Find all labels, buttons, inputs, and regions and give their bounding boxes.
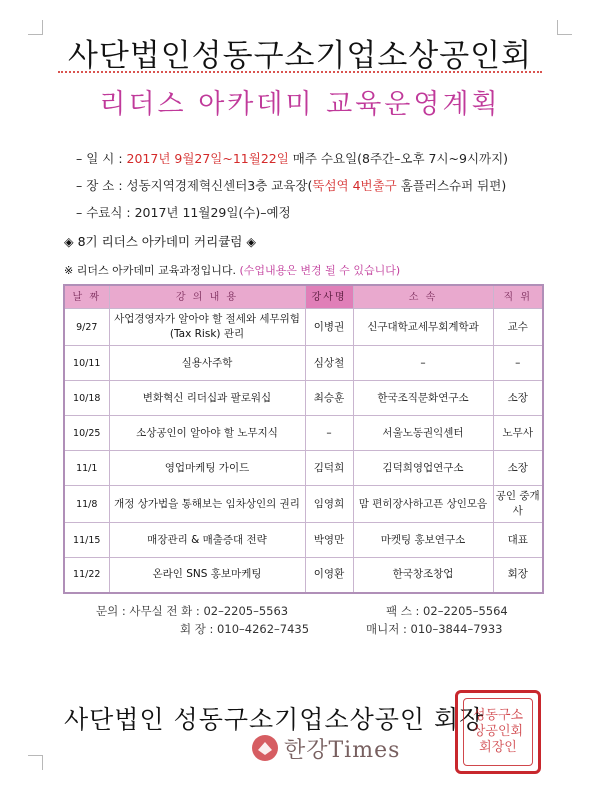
info-place	[76, 176, 506, 194]
cell-lecturer: 이병권	[305, 309, 353, 346]
title-underline	[58, 71, 542, 73]
cell-content: 온라인 SNS 홍보마케팅	[109, 558, 305, 593]
cell-position: 회장	[493, 558, 543, 593]
cell-date: 11/1	[64, 451, 109, 486]
info-date	[76, 149, 508, 167]
table-row	[64, 346, 543, 381]
header-position: 직 위	[493, 285, 543, 309]
cell-date: 11/8	[64, 486, 109, 523]
place-station: 뚝섬역 4번출구	[312, 178, 397, 193]
table-row	[64, 381, 543, 416]
contact-fax: 팩 스 : 02–2205–5564	[386, 604, 508, 618]
cell-org: 한국조직문화연구소	[353, 381, 493, 416]
table-row	[64, 309, 543, 346]
info-graduation: – 수료식 : 2017년 11월29일(수)–예정	[76, 205, 291, 220]
header-org: 소 속	[353, 285, 493, 309]
header-content: 강 의 내 용	[109, 285, 305, 309]
contact-chair: 회 장 : 010–4262–7435	[180, 622, 310, 636]
cell-date: 10/18	[64, 381, 109, 416]
place-label: – 장 소 :	[76, 178, 127, 193]
cell-content: 변화혁신 리더십과 팔로워십	[109, 381, 305, 416]
table-row	[64, 558, 543, 593]
cell-date: 11/22	[64, 558, 109, 593]
official-seal	[455, 690, 541, 774]
cell-org: 신구대학교세무회계학과	[353, 309, 493, 346]
cell-position: 공인 중개사	[493, 486, 543, 523]
cell-date: 10/11	[64, 346, 109, 381]
cell-lecturer: 이영환	[305, 558, 353, 593]
doc-title: 리더스 아카데미 교육운영계획	[99, 89, 501, 120]
header-lecturer: 강사명	[305, 285, 353, 309]
cell-position: 대표	[493, 523, 543, 558]
cell-org: 서울노동권익센터	[353, 416, 493, 451]
cell-lecturer: 박영만	[305, 523, 353, 558]
cell-date: 9/27	[64, 309, 109, 346]
cell-org: 마켓팅 홍보연구소	[353, 523, 493, 558]
cell-content: 실용사주학	[109, 346, 305, 381]
contact-manager: 매니저 : 010–3844–7933	[366, 622, 503, 636]
cell-lecturer: 임영희	[305, 486, 353, 523]
cell-content: 소상공인이 알아야 할 노무지식	[109, 416, 305, 451]
cell-lecturer: 김덕희	[305, 451, 353, 486]
table-row	[64, 523, 543, 558]
place-main: 성동지역경제혁신센터3층 교육장(	[126, 178, 313, 193]
watermark-text: 한강Times	[284, 737, 401, 763]
footer-signature: 사단법인 성동구소기업소상공인 회장	[64, 705, 485, 734]
corner-mark	[28, 755, 43, 770]
table-row	[64, 451, 543, 486]
org-title: 사단법인성동구소기업소상공인회	[67, 38, 533, 74]
cell-content: 영업마케팅 가이드	[109, 451, 305, 486]
cell-date: 10/25	[64, 416, 109, 451]
cell-lecturer: –	[305, 416, 353, 451]
note-main: ※ 리더스 아카데미 교육과정입니다.	[64, 264, 240, 277]
cell-content: 매장관리 & 매출증대 전략	[109, 523, 305, 558]
header-date: 날 짜	[64, 285, 109, 309]
watermark-logo-icon	[250, 733, 280, 763]
cell-content: 개정 상가법을 통해보는 임차상인의 권리	[109, 486, 305, 523]
table-row	[64, 486, 543, 523]
place-detail: 홈플러스슈퍼 뒤편)	[396, 178, 507, 193]
cell-position: 소장	[493, 451, 543, 486]
cell-lecturer: 심상철	[305, 346, 353, 381]
table-header-row	[64, 285, 543, 309]
cell-org: 맘 편히장사하고픈 상인모음	[353, 486, 493, 523]
cell-content: 사업경영자가 알아야 할 절세와 세무위험(Tax Risk) 관리	[109, 309, 305, 346]
cell-org: –	[353, 346, 493, 381]
contact-office-phone: 문의 : 사무실 전 화 : 02–2205–5563	[96, 604, 289, 618]
watermark	[250, 733, 400, 763]
cell-position: 소장	[493, 381, 543, 416]
note-change-warning: (수업내용은 변경 될 수 있습니다)	[239, 264, 401, 277]
cell-org: 김덕희영업연구소	[353, 451, 493, 486]
cell-position: 노무사	[493, 416, 543, 451]
cell-org: 한국창조창업	[353, 558, 493, 593]
cell-lecturer: 최승훈	[305, 381, 353, 416]
schedule-table	[63, 284, 544, 594]
curriculum-title: ◈ 8기 리더스 아카데미 커리큘럼 ◈	[64, 234, 256, 249]
date-label: – 일 시 :	[76, 151, 127, 166]
seal-text: 성동구소 상공인회 회장인	[463, 698, 533, 766]
date-range: 2017년 9월27일~11월22일	[126, 151, 289, 166]
cell-date: 11/15	[64, 523, 109, 558]
table-row	[64, 416, 543, 451]
cell-position: –	[493, 346, 543, 381]
date-detail: 매주 수요일(8주간–오후 7시~9시까지)	[288, 151, 509, 166]
course-note	[64, 262, 400, 278]
cell-position: 교수	[493, 309, 543, 346]
